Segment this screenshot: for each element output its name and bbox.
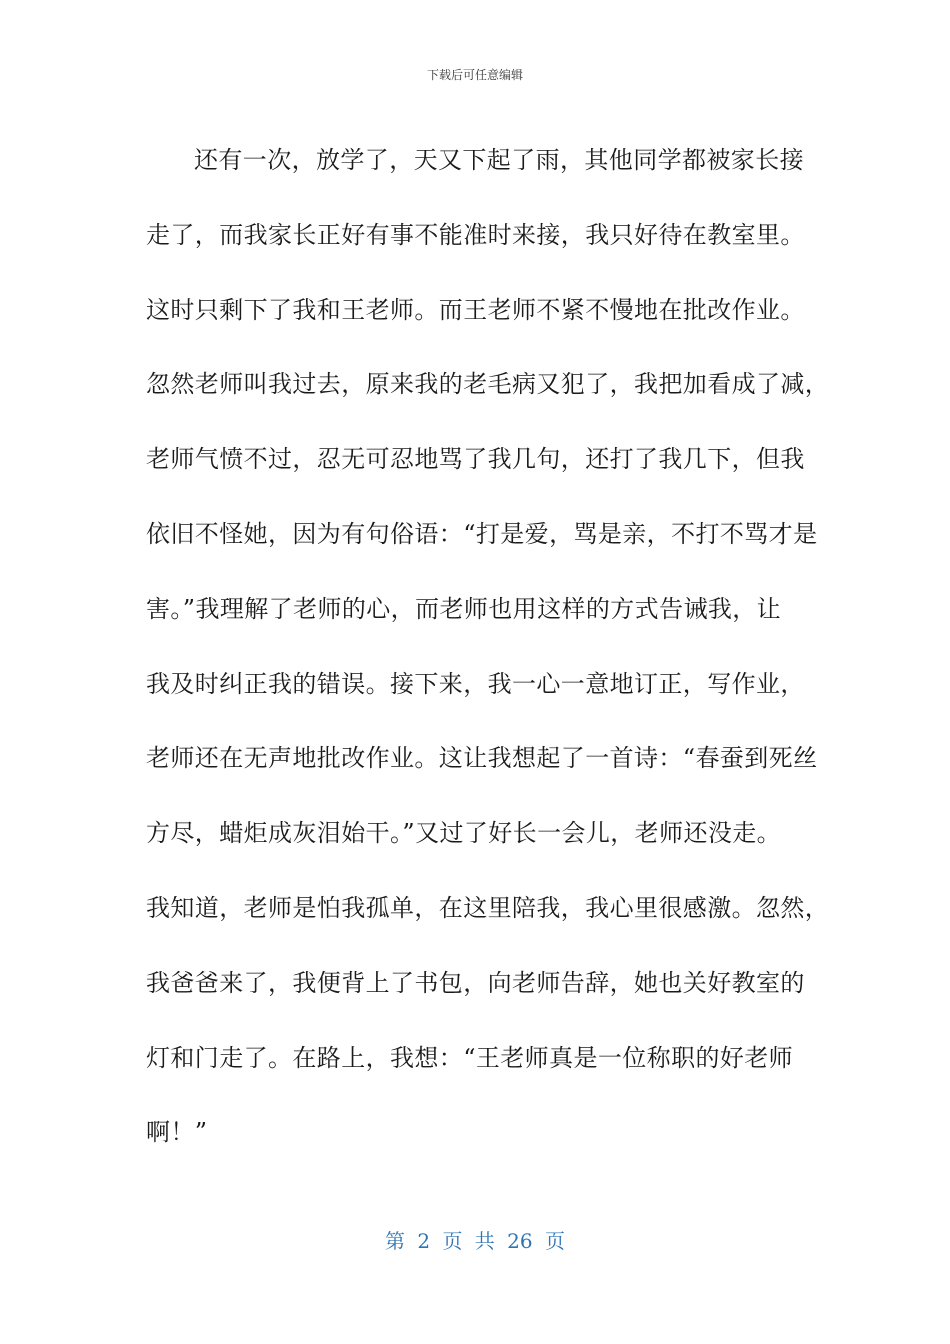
- paragraph-line: 忽然老师叫我过去，原来我的老毛病又犯了，我把加看成了减，: [146, 370, 830, 399]
- paragraph-line: 我知道，老师是怕我孤单，在这里陪我，我心里很感激。忽然，: [146, 893, 830, 922]
- page-header: 下载后可任意编辑: [426, 68, 523, 82]
- paragraph-line: 我及时纠正我的错误。接下来，我一心一意地订正，写作业，: [146, 669, 805, 698]
- paragraph-line: 这时只剩下了我和王老师。而王老师不紧不慢地在批改作业。: [146, 295, 805, 324]
- page-number-footer: 第 2 页 共 26 页: [385, 1229, 565, 1253]
- paragraph-line: 依旧不怪她，因为有句俗语：“打是爱，骂是亲，不打不骂才是: [146, 519, 818, 548]
- paragraph-line: 走了，而我家长正好有事不能准时来接，我只好待在教室里。: [146, 220, 805, 249]
- paragraph-line: 老师气愤不过，忍无可忍地骂了我几句，还打了我几下，但我: [146, 445, 805, 474]
- document-body: [146, 123, 830, 1170]
- paragraph-line: 老师还在无声地批改作业。这让我想起了一首诗：“春蚕到死丝: [146, 744, 818, 773]
- paragraph-line: 我爸爸来了，我便背上了书包，向老师告辞，她也关好教室的: [146, 968, 805, 997]
- paragraph-line: 方尽，蜡炬成灰泪始干。”又过了好长一会儿，老师还没走。: [146, 819, 782, 848]
- paragraph-line: 灯和门走了。在路上，我想：“王老师真是一位称职的好老师: [146, 1043, 794, 1072]
- paragraph-line: 啊！”: [146, 1118, 208, 1147]
- paragraph-line: 还有一次，放学了，天又下起了雨，其他同学都被家长接: [194, 146, 804, 174]
- paragraph-line: 害。”我理解了老师的心，而老师也用这样的方式告诫我，让: [146, 594, 782, 623]
